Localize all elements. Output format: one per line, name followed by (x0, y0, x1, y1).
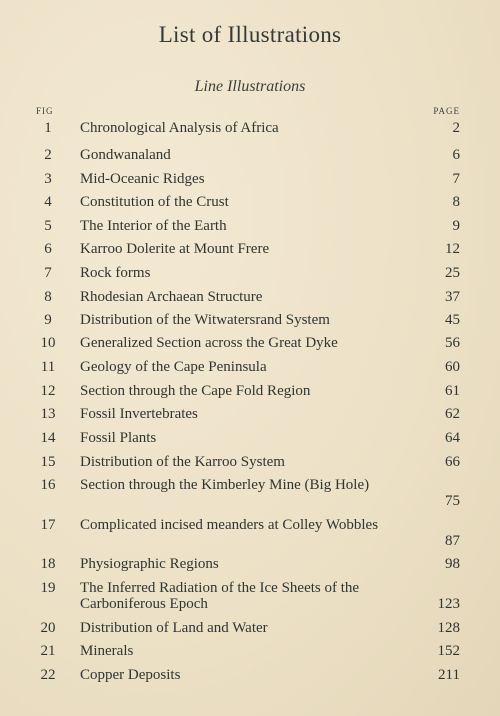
fig-number: 6 (44, 241, 52, 257)
page-number: 7 (452, 171, 460, 187)
page-number: 61 (445, 383, 460, 399)
fig-number: 9 (44, 312, 52, 328)
illustration-title: Section through the Cape Fold Region (80, 383, 311, 399)
fig-number: 4 (44, 194, 52, 210)
fig-number: 18 (40, 556, 56, 572)
page-number: 62 (445, 406, 460, 422)
page-number: 128 (437, 620, 460, 636)
illustration-title: Section through the Kimberley Mine (Big Hole) (80, 477, 370, 493)
illustration-title: Chronological Analysis of Africa (80, 120, 279, 136)
page-number: 66 (445, 454, 460, 470)
page-number: 98 (445, 556, 460, 572)
fig-number: 19 (40, 580, 56, 596)
fig-number: 13 (40, 406, 56, 422)
illustration-title: Fossil Plants (80, 430, 157, 446)
fig-number: 10 (40, 335, 56, 351)
fig-number: 12 (40, 383, 56, 399)
section-subtitle: Line Illustrations (194, 78, 306, 95)
fig-number: 2 (44, 147, 52, 163)
page-number: 152 (437, 643, 460, 659)
fig-number: 1 (44, 120, 52, 136)
page-number: 2 (452, 120, 460, 136)
fig-number: 17 (40, 517, 56, 533)
page-number: 37 (445, 289, 460, 305)
illustration-title: Mid-Oceanic Ridges (80, 171, 205, 187)
page-number: 56 (445, 335, 460, 351)
fig-number: 3 (44, 171, 52, 187)
fig-number: 14 (40, 430, 56, 446)
page-number: 8 (452, 194, 460, 210)
illustration-title: Minerals (80, 643, 134, 659)
illustration-title: The Interior of the Earth (80, 218, 227, 234)
fig-number: 8 (44, 289, 52, 305)
page-number: 64 (445, 430, 460, 446)
illustration-title: Constitution of the Crust (80, 194, 229, 210)
page-number: 123 (437, 596, 460, 612)
fig-number: 11 (40, 359, 56, 375)
illustration-title: Generalized Section across the Great Dyke (80, 335, 338, 351)
page-number: 45 (445, 312, 460, 328)
page-number: 6 (452, 147, 460, 163)
illustration-title: Gondwanaland (80, 147, 171, 163)
fig-number: 16 (40, 477, 56, 493)
fig-number: 20 (40, 620, 56, 636)
illustration-title: Fossil Invertebrates (80, 406, 198, 422)
fig-number: 22 (40, 667, 56, 683)
page-number: 87 (445, 533, 460, 549)
page-title: List of Illustrations (158, 22, 342, 47)
illustration-title: The Inferred Radiation of the Ice Sheets of the Carboniferous Epoch (80, 580, 360, 612)
page-number: 60 (445, 359, 460, 375)
illustration-title: Karroo Dolerite at Mount Frere (80, 241, 270, 257)
fig-number: 21 (40, 643, 56, 659)
illustration-title: Complicated incised meanders at Colley Wobbles (80, 517, 379, 533)
page-column-header: PAGE (433, 106, 460, 116)
fig-number: 5 (44, 218, 52, 234)
fig-column-header: FIG (36, 106, 54, 116)
illustration-title: Rock forms (80, 265, 151, 281)
illustration-title: Geology of the Cape Peninsula (80, 359, 267, 375)
illustration-title: Distribution of the Karroo System (80, 454, 285, 470)
page-number: 75 (445, 493, 460, 509)
illustration-title: Physiographic Regions (80, 556, 219, 572)
fig-number: 15 (40, 454, 56, 470)
page-number: 12 (445, 241, 460, 257)
illustration-title: Copper Deposits (80, 667, 181, 683)
page-number: 211 (438, 667, 460, 683)
illustration-title: Distribution of Land and Water (80, 620, 268, 636)
fig-number: 7 (44, 265, 52, 281)
illustration-title: Distribution of the Witwatersrand System (80, 312, 330, 328)
illustration-title: Rhodesian Archaean Structure (80, 289, 263, 305)
page-number: 9 (452, 218, 460, 234)
page-number: 25 (445, 265, 460, 281)
